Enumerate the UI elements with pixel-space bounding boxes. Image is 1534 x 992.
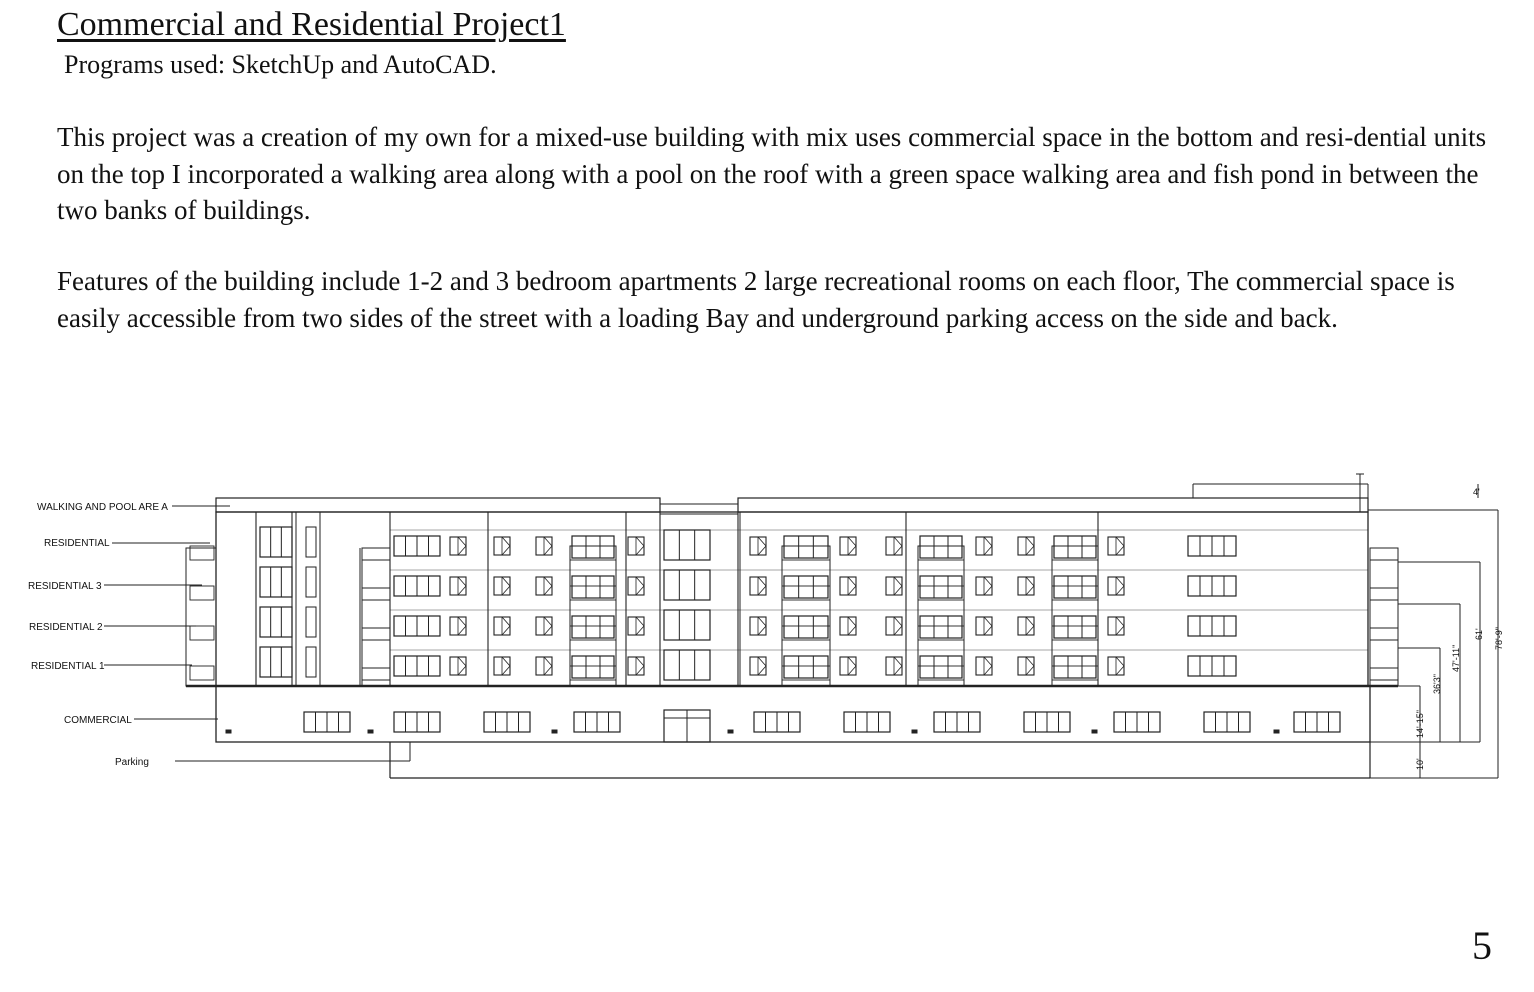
dim-10: 10' — [1415, 758, 1425, 770]
label-residential-2: RESIDENTIAL 2 — [29, 622, 103, 633]
label-residential: RESIDENTIAL — [44, 538, 110, 549]
label-walking-pool: WALKING AND POOL ARE A — [37, 502, 168, 513]
label-residential-1: RESIDENTIAL 1 — [31, 661, 105, 672]
description-paragraph-2: Features of the building include 1-2 and 3 bedroom apartments 2 large recreational rooms on each floor, The commercial space is easily accessible from two sides of the street with a loading Bay and underground parking access on the side and back. — [57, 266, 1455, 333]
dim-78: 78'-9" — [1494, 627, 1504, 650]
dim-top: 4' — [1473, 487, 1480, 497]
page-number: 5 — [1472, 923, 1492, 968]
building-elevation-drawing — [0, 460, 1534, 800]
dim-36: 36'3" — [1432, 674, 1442, 694]
programs-used: Programs used: SketchUp and AutoCAD. — [64, 50, 497, 79]
description-paragraph-1: This project was a creation of my own for a mixed-use building with mix uses commercial space in the bottom and resi-dential units on the top I incorporated a walking area along with a pool on the roof with a green space walking area and fish pond in between the two banks of buildings. — [57, 122, 1487, 225]
dim-47: 47'-11" — [1451, 644, 1461, 672]
dim-14-15: 14'-15" — [1415, 710, 1425, 738]
label-residential-3: RESIDENTIAL 3 — [28, 581, 102, 592]
page-title: Commercial and Residential Project1 — [57, 6, 566, 43]
label-parking: Parking — [115, 757, 149, 768]
elevation-labels — [28, 502, 168, 768]
label-commercial: COMMERCIAL — [64, 715, 132, 726]
dim-61: 61' — [1474, 628, 1484, 640]
